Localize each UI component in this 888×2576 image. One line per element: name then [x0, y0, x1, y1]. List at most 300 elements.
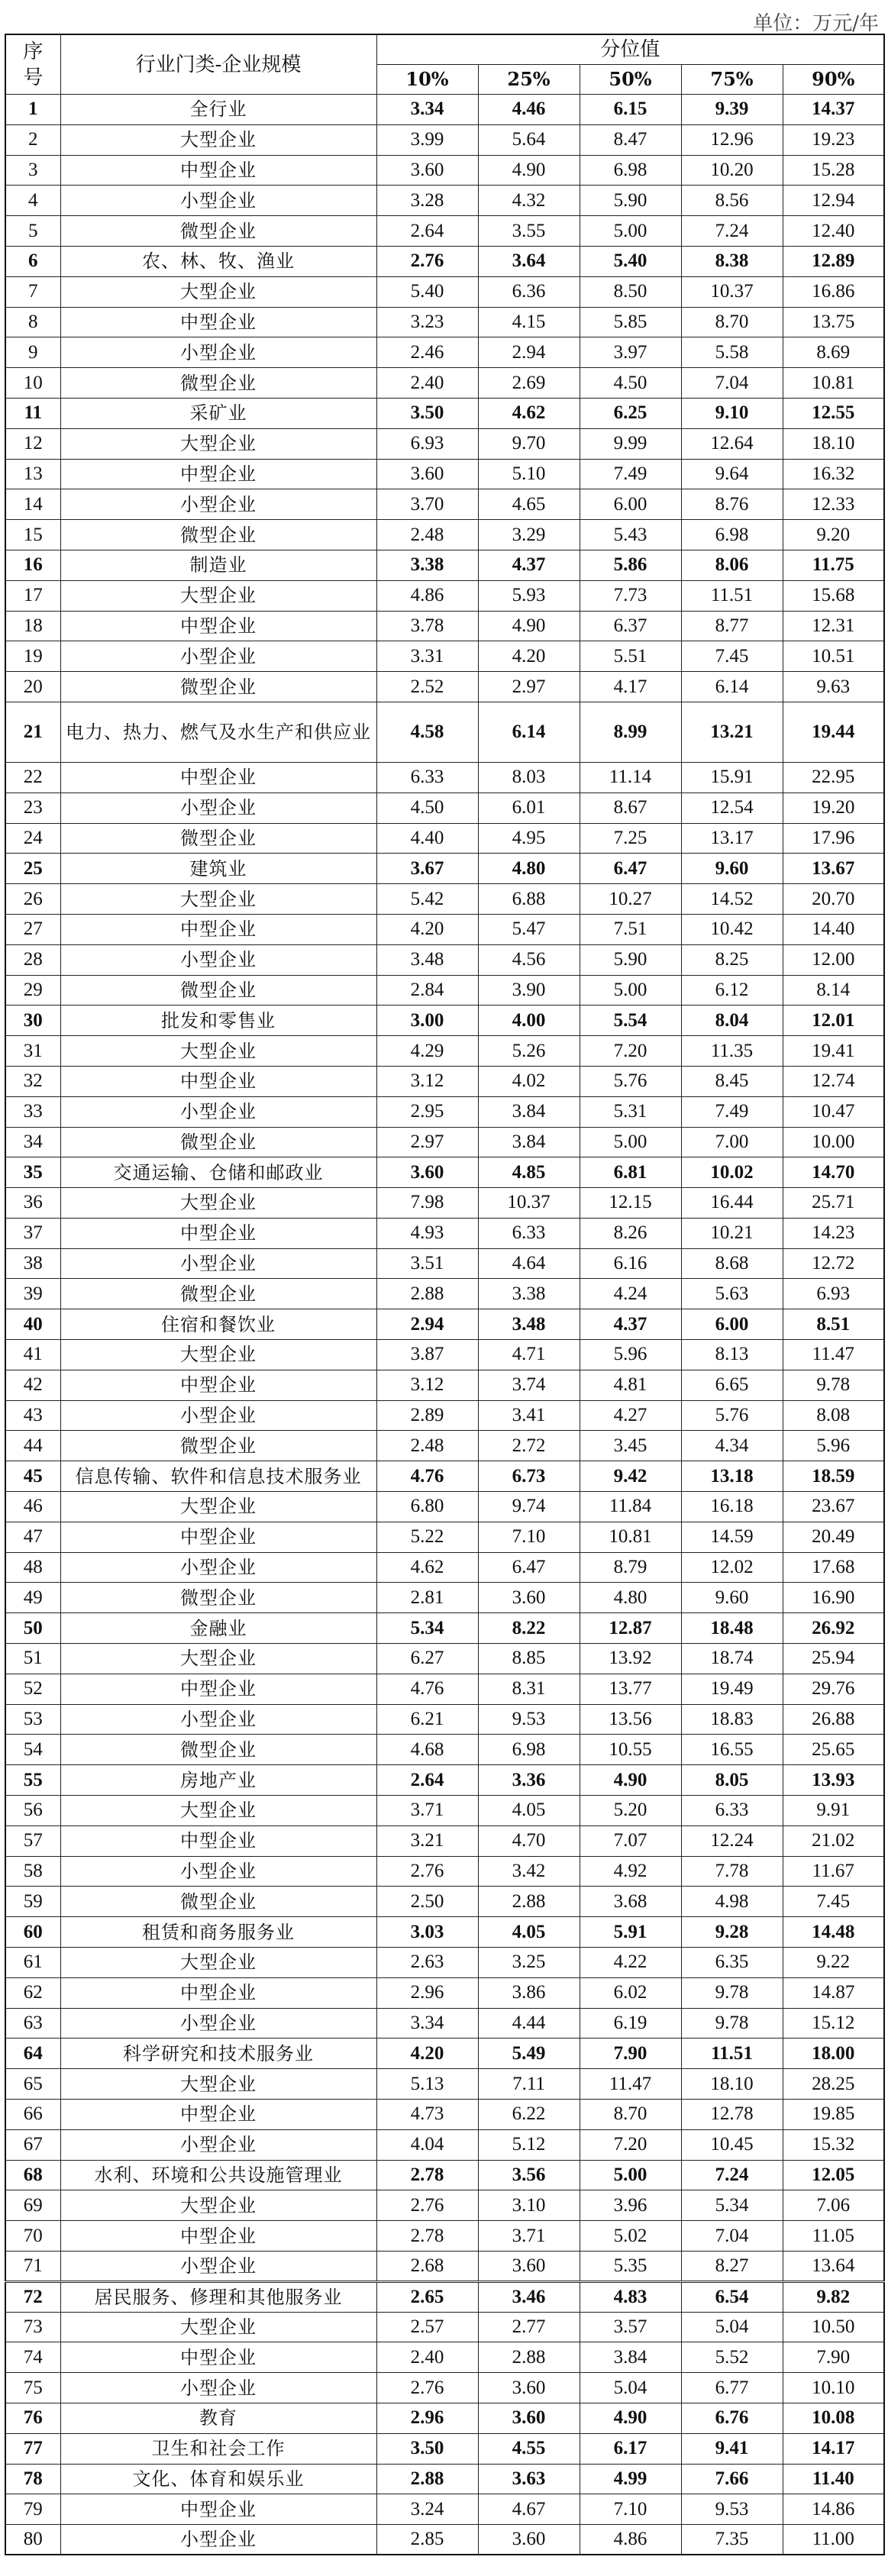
p10-value: 3.60: [376, 155, 478, 186]
p50-value: 5.96: [580, 1340, 681, 1370]
p50-value: 4.92: [580, 1856, 681, 1887]
company-size: 中型企业: [60, 1218, 376, 1248]
p10-value: 3.12: [376, 1370, 478, 1400]
p75-value: 8.68: [681, 1248, 783, 1279]
size-row: [5, 1735, 884, 1765]
p90-value: 10.10: [783, 2373, 884, 2403]
industry-name: 水利、环境和公共设施管理业: [60, 2160, 376, 2190]
row-number: 75: [5, 2373, 60, 2403]
p75-value: 11.35: [681, 1036, 783, 1067]
p75-value: 5.04: [681, 2312, 783, 2342]
industry-name: 科学研究和技术服务业: [60, 2039, 376, 2069]
industry-row: [5, 2160, 884, 2190]
p10-value: 3.23: [376, 307, 478, 337]
p10-value: 6.27: [376, 1644, 478, 1674]
p10-value: 2.48: [376, 1431, 478, 1461]
p90-value: 14.23: [783, 1218, 884, 1248]
p50-value: 3.57: [580, 2312, 681, 2342]
p25-value: 6.47: [478, 1552, 580, 1583]
p90-value: 10.51: [783, 641, 884, 672]
p75-value: 8.06: [681, 550, 783, 580]
company-size: 小型企业: [60, 1400, 376, 1431]
p50-value: 5.91: [580, 1917, 681, 1948]
row-number: 22: [5, 762, 60, 792]
p25-value: 5.64: [478, 124, 580, 155]
size-row: [5, 1096, 884, 1127]
size-row: [5, 2525, 884, 2555]
p10-value: 2.76: [376, 2190, 478, 2221]
row-number: 45: [5, 1461, 60, 1492]
p90-value: 12.31: [783, 611, 884, 641]
p50-value: 7.49: [580, 459, 681, 489]
p10-value: 2.50: [376, 1887, 478, 1917]
company-size: 微型企业: [60, 975, 376, 1006]
industry-name: 卫生和社会工作: [60, 2433, 376, 2464]
size-row: [5, 1825, 884, 1856]
p25-value: 4.55: [478, 2433, 580, 2464]
row-number: 53: [5, 1704, 60, 1735]
p50-value: 5.00: [580, 2160, 681, 2190]
company-size: 中型企业: [60, 1674, 376, 1704]
p75-value: 19.49: [681, 1674, 783, 1704]
row-number: 67: [5, 2129, 60, 2160]
p50-value: 8.70: [580, 2100, 681, 2130]
p90-value: 25.94: [783, 1644, 884, 1674]
p50-value: 4.90: [580, 2403, 681, 2433]
p10-value: 4.73: [376, 2100, 478, 2130]
header-percentile-group: 分位值: [376, 34, 884, 65]
row-number: 3: [5, 155, 60, 186]
p25-value: 8.03: [478, 762, 580, 792]
p10-value: 4.68: [376, 1735, 478, 1765]
size-row: [5, 2251, 884, 2281]
p50-value: 12.15: [580, 1188, 681, 1219]
p75-value: 8.56: [681, 186, 783, 216]
p10-value: 6.33: [376, 762, 478, 792]
company-size: 中型企业: [60, 307, 376, 337]
p10-value: 3.50: [376, 398, 478, 428]
company-size: 微型企业: [60, 1735, 376, 1765]
company-size: 中型企业: [60, 2221, 376, 2252]
p90-value: 18.10: [783, 428, 884, 459]
p10-value: 2.40: [376, 2342, 478, 2373]
p50-value: 5.76: [580, 1066, 681, 1096]
p75-value: 9.78: [681, 2008, 783, 2039]
company-size: 中型企业: [60, 914, 376, 944]
company-size: 大型企业: [60, 1340, 376, 1370]
p90-value: 12.01: [783, 1006, 884, 1036]
p50-value: 8.79: [580, 1552, 681, 1583]
industry-name: 教育: [60, 2403, 376, 2433]
row-number: 52: [5, 1674, 60, 1704]
row-number: 39: [5, 1279, 60, 1309]
p25-value: 4.71: [478, 1340, 580, 1370]
p10-value: 2.63: [376, 1948, 478, 1978]
p75-value: 14.52: [681, 884, 783, 915]
p75-value: 8.38: [681, 246, 783, 276]
p75-value: 7.66: [681, 2464, 783, 2494]
p50-value: 6.81: [580, 1157, 681, 1188]
p50-value: 6.00: [580, 489, 681, 520]
table-body: [5, 95, 884, 2555]
p50-value: 10.55: [580, 1735, 681, 1765]
p50-value: 8.99: [580, 702, 681, 762]
p90-value: 12.40: [783, 216, 884, 247]
industry-row: [5, 246, 884, 276]
p90-value: 22.95: [783, 762, 884, 792]
p75-value: 12.78: [681, 2100, 783, 2130]
p25-value: 3.41: [478, 1400, 580, 1431]
p50-value: 6.02: [580, 1977, 681, 2008]
p10-value: 4.50: [376, 792, 478, 823]
industry-row: [5, 1917, 884, 1948]
p10-value: 3.00: [376, 1006, 478, 1036]
p10-value: 4.29: [376, 1036, 478, 1067]
p10-value: 2.85: [376, 2525, 478, 2555]
p75-value: 18.83: [681, 1704, 783, 1735]
p90-value: 12.94: [783, 186, 884, 216]
size-row: [5, 1279, 884, 1309]
industry-row: [5, 95, 884, 125]
header-p50: 50%: [580, 65, 681, 95]
size-row: [5, 1340, 884, 1370]
p50-value: 6.37: [580, 611, 681, 641]
size-row: [5, 428, 884, 459]
p50-value: 13.77: [580, 1674, 681, 1704]
p25-value: 4.32: [478, 186, 580, 216]
p75-value: 11.51: [681, 580, 783, 611]
p10-value: 3.70: [376, 489, 478, 520]
company-size: 大型企业: [60, 1188, 376, 1219]
size-row: [5, 216, 884, 247]
p75-value: 6.00: [681, 1309, 783, 1340]
p25-value: 3.64: [478, 246, 580, 276]
size-row: [5, 186, 884, 216]
p75-value: 6.33: [681, 1796, 783, 1826]
p75-value: 18.74: [681, 1644, 783, 1674]
p75-value: 6.65: [681, 1370, 783, 1400]
p10-value: 2.96: [376, 2403, 478, 2433]
industry-row: [5, 2433, 884, 2464]
row-number: 17: [5, 580, 60, 611]
p75-value: 8.70: [681, 307, 783, 337]
industry-name: 租赁和商务服务业: [60, 1917, 376, 1948]
size-row: [5, 2373, 884, 2403]
size-row: [5, 1948, 884, 1978]
p10-value: 2.88: [376, 2464, 478, 2494]
p90-value: 8.08: [783, 1400, 884, 1431]
p10-value: 3.28: [376, 186, 478, 216]
p25-value: 5.26: [478, 1036, 580, 1067]
p50-value: 4.90: [580, 1765, 681, 1796]
industry-row: [5, 1006, 884, 1036]
p25-value: 6.88: [478, 884, 580, 915]
p90-value: 15.68: [783, 580, 884, 611]
p10-value: 5.13: [376, 2069, 478, 2100]
p90-value: 11.67: [783, 1856, 884, 1887]
p50-value: 9.42: [580, 1461, 681, 1492]
p25-value: 8.31: [478, 1674, 580, 1704]
p75-value: 9.41: [681, 2433, 783, 2464]
row-number: 23: [5, 792, 60, 823]
p50-value: 5.02: [580, 2221, 681, 2252]
p10-value: 3.67: [376, 854, 478, 884]
row-number: 79: [5, 2494, 60, 2525]
size-row: [5, 2069, 884, 2100]
p25-value: 4.02: [478, 1066, 580, 1096]
industry-name: 制造业: [60, 550, 376, 580]
company-size: 小型企业: [60, 186, 376, 216]
row-number: 15: [5, 520, 60, 550]
p50-value: 3.96: [580, 2190, 681, 2221]
row-number: 56: [5, 1796, 60, 1826]
size-row: [5, 1066, 884, 1096]
p50-value: 6.25: [580, 398, 681, 428]
p50-value: 5.04: [580, 2373, 681, 2403]
p25-value: 8.22: [478, 1613, 580, 1644]
p25-value: 2.77: [478, 2312, 580, 2342]
p25-value: 6.98: [478, 1735, 580, 1765]
p25-value: 5.49: [478, 2039, 580, 2069]
company-size: 微型企业: [60, 1279, 376, 1309]
row-number: 74: [5, 2342, 60, 2373]
p25-value: 2.69: [478, 368, 580, 399]
company-size: 小型企业: [60, 2008, 376, 2039]
p50-value: 10.81: [580, 1522, 681, 1552]
p25-value: 6.73: [478, 1461, 580, 1492]
p75-value: 10.02: [681, 1157, 783, 1188]
p90-value: 13.67: [783, 854, 884, 884]
row-number: 10: [5, 368, 60, 399]
company-size: 大型企业: [60, 580, 376, 611]
p50-value: 7.25: [580, 823, 681, 854]
p25-value: 4.15: [478, 307, 580, 337]
p10-value: 2.65: [376, 2281, 478, 2312]
p75-value: 7.35: [681, 2525, 783, 2555]
p10-value: 2.84: [376, 975, 478, 1006]
p90-value: 21.02: [783, 1825, 884, 1856]
p90-value: 9.20: [783, 520, 884, 550]
p50-value: 7.07: [580, 1825, 681, 1856]
company-size: 小型企业: [60, 337, 376, 368]
p90-value: 11.47: [783, 1340, 884, 1370]
p75-value: 12.64: [681, 428, 783, 459]
p50-value: 3.45: [580, 1431, 681, 1461]
row-number: 72: [5, 2281, 60, 2312]
row-number: 76: [5, 2403, 60, 2433]
size-row: [5, 762, 884, 792]
p90-value: 18.00: [783, 2039, 884, 2069]
p10-value: 4.20: [376, 914, 478, 944]
row-number: 46: [5, 1492, 60, 1522]
company-size: 小型企业: [60, 2251, 376, 2281]
industry-name: 金融业: [60, 1613, 376, 1644]
p90-value: 10.47: [783, 1096, 884, 1127]
p25-value: 3.60: [478, 2373, 580, 2403]
row-number: 20: [5, 672, 60, 702]
p10-value: 3.38: [376, 550, 478, 580]
size-row: [5, 1522, 884, 1552]
p50-value: 6.17: [580, 2433, 681, 2464]
company-size: 小型企业: [60, 2525, 376, 2555]
p75-value: 10.20: [681, 155, 783, 186]
row-number: 73: [5, 2312, 60, 2342]
row-number: 19: [5, 641, 60, 672]
p50-value: 3.97: [580, 337, 681, 368]
p10-value: 2.81: [376, 1583, 478, 1613]
size-row: [5, 1370, 884, 1400]
size-row: [5, 1248, 884, 1279]
p25-value: 10.37: [478, 1188, 580, 1219]
industry-name: 建筑业: [60, 854, 376, 884]
p10-value: 4.58: [376, 702, 478, 762]
p25-value: 3.60: [478, 1583, 580, 1613]
p90-value: 10.81: [783, 368, 884, 399]
p90-value: 23.67: [783, 1492, 884, 1522]
p25-value: 9.53: [478, 1704, 580, 1735]
p90-value: 25.71: [783, 1188, 884, 1219]
p25-value: 3.29: [478, 520, 580, 550]
row-number: 36: [5, 1188, 60, 1219]
p25-value: 8.85: [478, 1644, 580, 1674]
p50-value: 5.54: [580, 1006, 681, 1036]
p75-value: 13.21: [681, 702, 783, 762]
row-number: 12: [5, 428, 60, 459]
p50-value: 6.19: [580, 2008, 681, 2039]
p25-value: 3.25: [478, 1948, 580, 1978]
p10-value: 2.64: [376, 216, 478, 247]
p10-value: 4.40: [376, 823, 478, 854]
p50-value: 6.15: [580, 95, 681, 125]
p75-value: 9.39: [681, 95, 783, 125]
p75-value: 8.25: [681, 944, 783, 975]
industry-row: [5, 2464, 884, 2494]
p10-value: 3.87: [376, 1340, 478, 1370]
p10-value: 4.04: [376, 2129, 478, 2160]
p75-value: 7.24: [681, 216, 783, 247]
size-row: [5, 276, 884, 307]
p25-value: 5.12: [478, 2129, 580, 2160]
p90-value: 12.74: [783, 1066, 884, 1096]
row-number: 55: [5, 1765, 60, 1796]
p50-value: 4.17: [580, 672, 681, 702]
p10-value: 3.71: [376, 1796, 478, 1826]
company-size: 大型企业: [60, 2312, 376, 2342]
p25-value: 3.60: [478, 2251, 580, 2281]
row-number: 34: [5, 1127, 60, 1157]
row-number: 78: [5, 2464, 60, 2494]
header-p75: 75%: [681, 65, 783, 95]
size-row: [5, 611, 884, 641]
size-row: [5, 1704, 884, 1735]
row-number: 65: [5, 2069, 60, 2100]
row-number: 51: [5, 1644, 60, 1674]
p50-value: 5.40: [580, 246, 681, 276]
row-number: 7: [5, 276, 60, 307]
unit-label: 单位：万元/年: [753, 12, 879, 35]
p25-value: 3.63: [478, 2464, 580, 2494]
row-number: 1: [5, 95, 60, 125]
size-row: [5, 2008, 884, 2039]
row-number: 64: [5, 2039, 60, 2069]
p10-value: 3.60: [376, 459, 478, 489]
company-size: 大型企业: [60, 884, 376, 915]
p75-value: 8.45: [681, 1066, 783, 1096]
row-number: 6: [5, 246, 60, 276]
p10-value: 2.64: [376, 1765, 478, 1796]
size-row: [5, 2129, 884, 2160]
row-number: 58: [5, 1856, 60, 1887]
p75-value: 5.58: [681, 337, 783, 368]
p90-value: 29.76: [783, 1674, 884, 1704]
p25-value: 4.95: [478, 823, 580, 854]
row-number: 38: [5, 1248, 60, 1279]
p50-value: 8.26: [580, 1218, 681, 1248]
industry-name: 房地产业: [60, 1765, 376, 1796]
industry-row: [5, 1461, 884, 1492]
p90-value: 12.05: [783, 2160, 884, 2190]
p25-value: 2.88: [478, 2342, 580, 2373]
p75-value: 10.42: [681, 914, 783, 944]
p25-value: 2.88: [478, 1887, 580, 1917]
p25-value: 4.56: [478, 944, 580, 975]
company-size: 中型企业: [60, 2494, 376, 2525]
company-size: 小型企业: [60, 1552, 376, 1583]
p25-value: 4.46: [478, 95, 580, 125]
p90-value: 19.23: [783, 124, 884, 155]
size-row: [5, 368, 884, 399]
p75-value: 9.60: [681, 854, 783, 884]
company-size: 微型企业: [60, 1887, 376, 1917]
row-number: 63: [5, 2008, 60, 2039]
size-row: [5, 823, 884, 854]
p75-value: 10.21: [681, 1218, 783, 1248]
p75-value: 8.13: [681, 1340, 783, 1370]
p50-value: 5.51: [580, 641, 681, 672]
industry-name: 电力、热力、燃气及水生产和供应业: [60, 702, 376, 762]
p90-value: 14.70: [783, 1157, 884, 1188]
p90-value: 7.06: [783, 2190, 884, 2221]
header-category: 行业门类-企业规模: [60, 34, 376, 95]
company-size: 大型企业: [60, 2190, 376, 2221]
row-number: 43: [5, 1400, 60, 1431]
p90-value: 11.00: [783, 2525, 884, 2555]
row-number: 33: [5, 1096, 60, 1127]
size-row: [5, 1977, 884, 2008]
size-row: [5, 884, 884, 915]
row-number: 42: [5, 1370, 60, 1400]
p10-value: 2.57: [376, 2312, 478, 2342]
company-size: 微型企业: [60, 1431, 376, 1461]
size-row: [5, 2190, 884, 2221]
p50-value: 3.68: [580, 1887, 681, 1917]
p90-value: 28.25: [783, 2069, 884, 2100]
p25-value: 4.64: [478, 1248, 580, 1279]
p50-value: 5.20: [580, 1796, 681, 1826]
p90-value: 8.51: [783, 1309, 884, 1340]
p50-value: 7.51: [580, 914, 681, 944]
size-row: [5, 792, 884, 823]
industry-name: 住宿和餐饮业: [60, 1309, 376, 1340]
p50-value: 11.14: [580, 762, 681, 792]
company-size: 小型企业: [60, 1248, 376, 1279]
size-row: [5, 1856, 884, 1887]
p10-value: 5.22: [376, 1522, 478, 1552]
p90-value: 8.69: [783, 337, 884, 368]
p75-value: 9.28: [681, 1917, 783, 1948]
row-number: 31: [5, 1036, 60, 1067]
company-size: 大型企业: [60, 1948, 376, 1978]
